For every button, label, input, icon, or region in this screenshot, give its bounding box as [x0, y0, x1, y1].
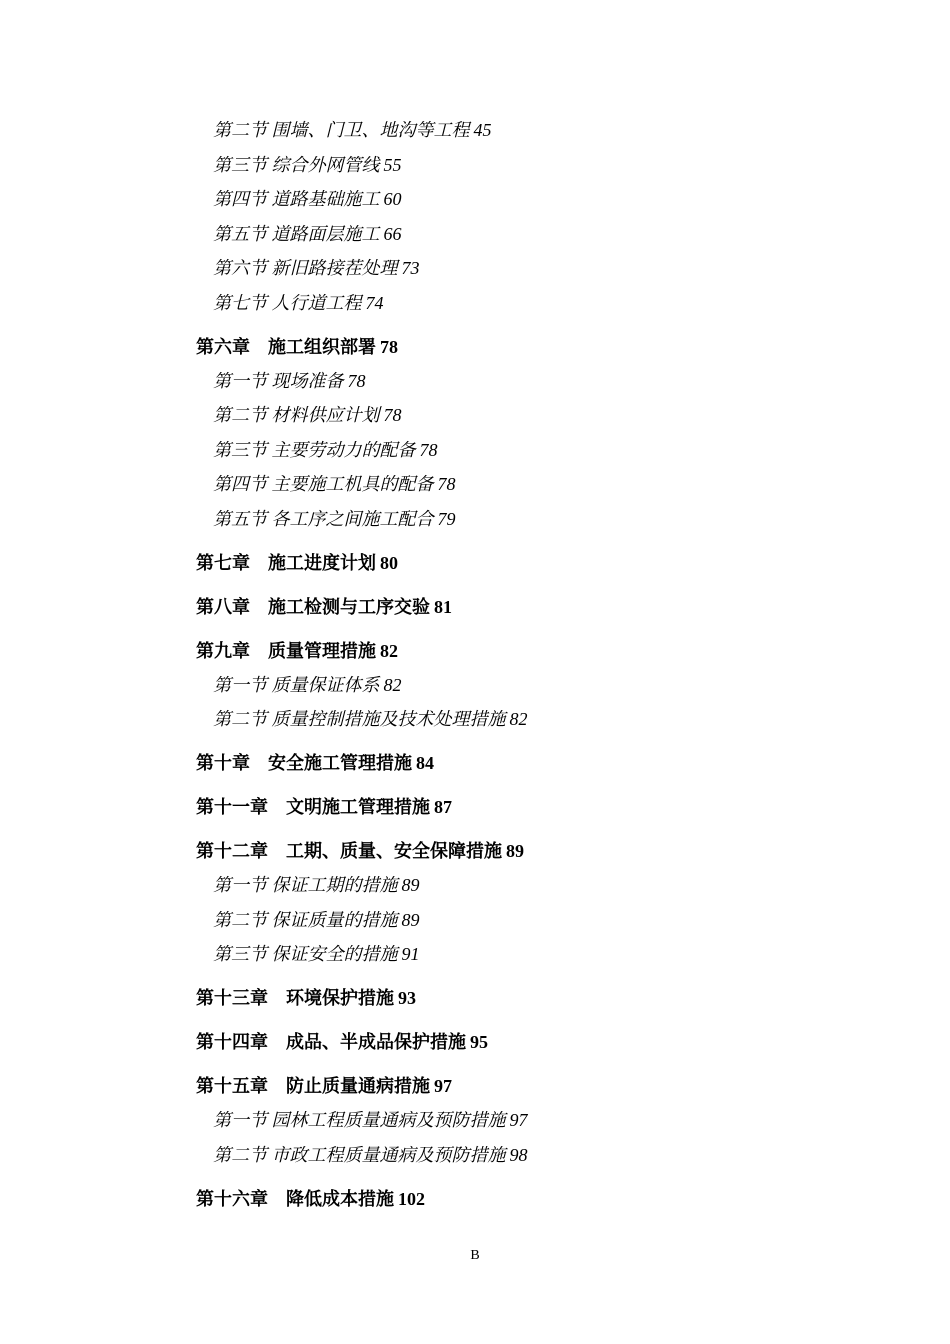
toc-entry-label: 第十一章 文明施工管理措施 — [196, 797, 430, 817]
toc-chapter-entry[interactable] — [196, 751, 876, 775]
toc-section-entry[interactable] — [196, 403, 876, 427]
toc-section-entry[interactable] — [196, 187, 876, 211]
toc-entry-label: 第三节 综合外网管线 — [213, 154, 380, 175]
toc-entry-label: 第五节 各工序之间施工配合 — [213, 508, 434, 529]
toc-entry-label: 第十六章 降低成本措施 — [196, 1188, 394, 1209]
toc-chapter-entry[interactable] — [196, 1074, 876, 1098]
toc-entry-label: 第四节 主要施工机具的配备 — [213, 474, 434, 494]
toc-entry-page-number: 82 — [509, 709, 528, 729]
toc-section-entry[interactable] — [196, 1108, 876, 1132]
toc-entry-page-number: 97 — [434, 1076, 452, 1096]
toc-entry-page-number: 82 — [380, 640, 398, 661]
toc-entry-page-number: 89 — [401, 875, 420, 895]
toc-entry-page-number: 81 — [434, 596, 452, 617]
toc-entry-page-number: 78 — [437, 474, 456, 494]
toc-chapter-entry[interactable] — [196, 986, 876, 1010]
toc-entry-page-number: 74 — [365, 292, 384, 313]
toc-entry-label: 第十四章 成品、半成品保护措施 — [196, 1032, 466, 1052]
toc-entry-page-number: 97 — [509, 1110, 528, 1130]
toc-entry-page-number: 102 — [398, 1188, 425, 1209]
toc-entry-label: 第二节 质量控制措施及技术处理措施 — [213, 709, 506, 729]
toc-section-entry[interactable] — [196, 222, 876, 246]
toc-entry-page-number: 82 — [383, 674, 402, 695]
toc-entry-page-number: 78 — [419, 439, 438, 460]
toc-entry-label: 第一节 园林工程质量通病及预防措施 — [213, 1110, 506, 1130]
toc-entry-label: 第九章 质量管理措施 — [196, 640, 376, 661]
toc-chapter-entry[interactable] — [196, 335, 876, 359]
toc-section-entry[interactable] — [196, 369, 876, 393]
toc-entry-page-number: 45 — [473, 120, 492, 140]
toc-section-entry[interactable] — [196, 673, 876, 697]
toc-section-entry[interactable] — [196, 707, 876, 731]
toc-entry-page-number: 73 — [401, 258, 420, 278]
toc-entry-page-number: 89 — [401, 909, 420, 930]
toc-entry-label: 第十二章 工期、质量、安全保障措施 — [196, 841, 502, 861]
toc-section-entry[interactable] — [196, 438, 876, 462]
toc-section-entry[interactable] — [196, 118, 876, 142]
toc-entry-page-number: 89 — [506, 841, 524, 861]
toc-entry-label: 第三节 保证安全的措施 — [213, 944, 398, 964]
toc-entry-page-number: 60 — [383, 189, 402, 209]
toc-entry-page-number: 95 — [470, 1032, 488, 1052]
toc-section-entry[interactable] — [196, 908, 876, 932]
toc-entry-label: 第一节 质量保证体系 — [213, 674, 380, 695]
toc-section-entry[interactable] — [196, 1143, 876, 1167]
toc-entry-page-number: 66 — [383, 223, 402, 244]
table-of-contents — [196, 118, 876, 1221]
toc-entry-label: 第七节 人行道工程 — [213, 292, 362, 313]
toc-entry-page-number: 93 — [398, 988, 416, 1008]
toc-entry-page-number: 79 — [437, 508, 456, 529]
toc-chapter-entry[interactable] — [196, 795, 876, 819]
toc-entry-label: 第六节 新旧路接茬处理 — [213, 258, 398, 278]
toc-entry-label: 第八章 施工检测与工序交验 — [196, 596, 430, 617]
toc-entry-label: 第五节 道路面层施工 — [213, 223, 380, 244]
toc-entry-label: 第七章 施工进度计划 — [196, 552, 376, 573]
toc-entry-page-number: 98 — [509, 1144, 528, 1165]
toc-entry-page-number: 80 — [380, 552, 398, 573]
toc-entry-page-number: 91 — [401, 944, 420, 964]
toc-entry-label: 第六章 施工组织部署 — [196, 336, 376, 357]
toc-entry-page-number: 55 — [383, 154, 402, 175]
toc-entry-page-number: 84 — [416, 753, 434, 773]
toc-section-entry[interactable] — [196, 472, 876, 496]
toc-entry-label: 第四节 道路基础施工 — [213, 189, 380, 209]
toc-entry-page-number: 78 — [383, 405, 402, 425]
toc-entry-label: 第二节 保证质量的措施 — [213, 909, 398, 930]
toc-entry-page-number: 78 — [380, 336, 398, 357]
toc-section-entry[interactable] — [196, 873, 876, 897]
toc-entry-label: 第三节 主要劳动力的配备 — [213, 439, 416, 460]
toc-entry-label: 第二节 材料供应计划 — [213, 405, 380, 425]
toc-chapter-entry[interactable] — [196, 839, 876, 863]
toc-chapter-entry[interactable] — [196, 595, 876, 619]
toc-entry-label: 第一节 现场准备 — [213, 370, 344, 391]
toc-section-entry[interactable] — [196, 291, 876, 315]
toc-section-entry[interactable] — [196, 507, 876, 531]
toc-chapter-entry[interactable] — [196, 551, 876, 575]
toc-entry-label: 第二节 围墙、门卫、地沟等工程 — [213, 120, 470, 140]
toc-section-entry[interactable] — [196, 256, 876, 280]
toc-entry-page-number: 78 — [347, 370, 366, 391]
toc-entry-label: 第十五章 防止质量通病措施 — [196, 1076, 430, 1096]
toc-entry-page-number: 87 — [434, 797, 452, 817]
page-footer-marker: B — [470, 1248, 480, 1263]
toc-entry-label: 第二节 市政工程质量通病及预防措施 — [213, 1144, 506, 1165]
toc-section-entry[interactable] — [196, 153, 876, 177]
toc-entry-label: 第一节 保证工期的措施 — [213, 875, 398, 895]
toc-chapter-entry[interactable] — [196, 1187, 876, 1211]
toc-chapter-entry[interactable] — [196, 1030, 876, 1054]
toc-entry-label: 第十章 安全施工管理措施 — [196, 753, 412, 773]
toc-entry-label: 第十三章 环境保护措施 — [196, 988, 394, 1008]
toc-section-entry[interactable] — [196, 942, 876, 966]
toc-chapter-entry[interactable] — [196, 639, 876, 663]
